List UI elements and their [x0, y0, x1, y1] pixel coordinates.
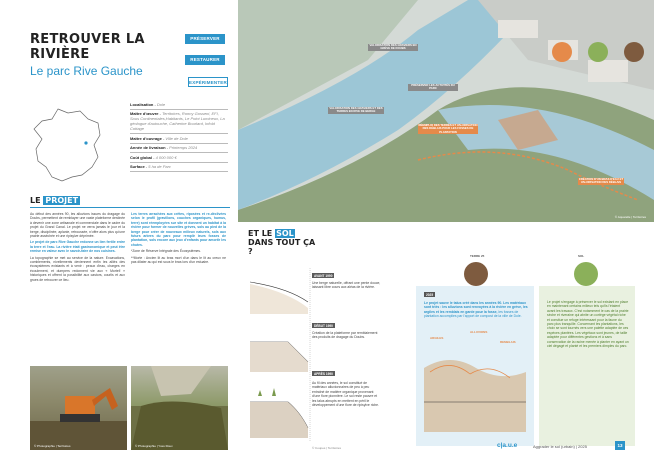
timeline-date-3: APRÈS 1990 [314, 371, 333, 376]
box-terre-text: Le projet sauve le talus créé dans les années 90. Les matériaux sont triés : les alluvions sont renvoyées à la rivière en grève, les argiles et les remblais en garde pour la fosse, les fosses de plantation accomplies par l'apport de compost de la ville de Dole. [424, 301, 528, 319]
title-block [30, 32, 180, 78]
page: RETROUVER LA RIVIÈRE Le parc Rive Gauche PRÉSERVER RESTAURER EXPÉRIMENTER Localisation - Dole Maître d'œuvre - Territoires, Ronny Gosseni, EFI, Sous Continentales,Habitants, Le Point Lumineux, La géologue d'autouche, Catherine Bourlard, Infold Cottage Maître d'ouvrage - Ville de Dole Année de livraison - Printemps 2024 Coût global - 4 000 000 € Surface - 5 ha de Parc LE PROJET Au début des années 90, les alluvions issues du dragage du Doubs, permettent de remblayer une vaste plateforme destinée à devenir une zone artisanale et commerciale dans le cadre du projet du Grand Canal. Le projet ne verra jamais le jour et la berge, disciplinée, aplanie, retroussée, n'offre alors plus qu'une prairie asséchée et une ripisylve déprimée. Le projet de parc Rive Gauche redonne un lien fertile entre la terre et l'eau. La rivière était gastronomique et peut être remise en valeur avec le savoir-faire de nos cuisines. La topographie se met au service de la nature. Excavations, comblements, nivellements deviennent enfin les alliés des écosystèmes existants et à venir : peaux d'eau, charges en écoulement, et dumpers redonnent vie aux « Mortel! » historiques et offrent la possibilité aux castors, courlis et aux grues de retrouver ce lieu. Les terres arrachées aux crêtes, riposées et re-déclivées selon le profil (gravillons, couches organiques, humus, terre) sont réemployées sur site et donnent un habitat à la rivière pour former de nouvelles grèves, sols au pied de la berge pour créer de nouveaux milieux naturels, sols aux futurs arbres du parc pour remplir leurs fosses de plantation, sols encore aux jeux d'enfants pour amortir les chutes. *Zone de Réserve Intégrale des Écosystèmes. **Morte : Ancien lit au bras mort d'un dans le lit au creux ne pas dilater au qui est sous le bras lors d'un estuaire. © Photographie | Territoires © Photographie | Yves Roux VALORISATION DES GRAVIERS EN GRÈVE DE DOUBS PRÉSERVER LES ACTIVITÉS DU PARC VALORISATION DES GRAVIERS ET DES TERRES EN RIVE DE BERGE RÉEMPLOI DES TERRES ET VALORISATION DES DÉBLAIS POUR LES FOSSES DE PLANTATION CRÉATION D'UN BRAS D'EAU ET VALORISATION DES DÉBLAIS © Aquarelle | Territoires ET LE SOL DANS TOUT ÇA ? AVANT 1990 Une berge naturelle, offrant une pente douce, laissant libre cours aux aléas de la rivière. DÉBUT 1990 Création de la plateforme par remblaiement des produits de dragage du Doubs. APRÈS 1990 Au fil des années, le sol constitué de matériaux alluvionnaires de peu à peu entraîné de matière organique provenant d'une flore pionnière. Le sol reste pauvre et les talus abrupts en mettent en péril le développement d'une flore de ripisylve riche. © Coupes | Territoires 2025 Le projet sauve le talus créé dans les années 90. Les matériaux sont triés : les alluvions sont renvoyées à la rivière en grève, les argiles et les remblais en garde pour la fosse, les fosses de plantation accomplies par l'apport de compost de la ville de Dole. ARGILES ALLUVIONS REMBLAIS TERRE 25 SOL Le projet s'engage à préserver le sol existant en place en maintenant certains milieux tels qu'ils l'étaient avant les travaux. C'est notamment le cas de la prairie sèche et riveraine qui abrite un cortège végétal riche et consitue un refuge intéressant pour la faune du parc plus tranquille. Concernant les plantations, les choix se sont tournés vers une palette adaptée de ces espèces plantées. Les végétaux sont jeunes, de taille adaptée pour différentes gestions et à sans conservation de la racine menée à planter en ayant un ciel dégagé et planté et les premiers dimples du parc. c|a.u.e Aggrader le sol (urbain) | 2025 13 [0, 0, 654, 466]
projet-divider [30, 207, 230, 208]
info-row-cout: Coût global - 4 000 000 € [130, 153, 228, 163]
illus-label-4: RÉEMPLOI DES TERRES ET VALORISATION DES DÉBLAIS POUR LES FOSSES DE PLANTATION [418, 123, 478, 134]
projet-heading: LE PROJET [30, 196, 79, 205]
page-number: 13 [615, 441, 625, 450]
projet-column-1: Au début des années 90, les alluvions issues du dragage du Doubs, permettent de remblayer une vaste plateforme destinée à devenir une zone artisanale et commerciale dans le cadre du projet du Grand Canal. Le projet ne verra jamais le jour et la berge, disciplinée, aplanie, retroussée, n'offre alors plus qu'une prairie asséchée et une ripisylve déprimée. Le projet de parc Rive Gauche redonne un lien fertile entre la terre et l'eau. La rivière était gastronomique et peut être remise en valeur avec le savoir-faire de nos cuisines. La topographie se met au service de la nature. Excavations, comblements, nivellements deviennent enfin les alliés des écosystèmes existants et à venir : peaux d'eau, charges en écoulement, et dumpers redonnent vie aux « Mortel! » historiques et offrent la possibilité aux castors, courlis et aux grues de retrouver ce lieu. [30, 212, 125, 282]
terre-badge-icon [464, 262, 488, 286]
photo-excavator: © Photographie | Territoires [30, 366, 127, 450]
timeline-text-3: Au fil des années, le sol constitué de matériaux alluvionnaires de peu à peu entraîné de matière organique provenant d'une flore pionnière. Le sol reste pauvre et les talus abrupts en mettent en péril le développement d'une flore de ripisylve riche. [312, 381, 379, 408]
page-title: RETROUVER LA RIVIÈRE [30, 32, 145, 62]
illus-label-1: VALORISATION DES GRAVIERS EN GRÈVE DE DOUBS [369, 43, 417, 51]
theme-icons [548, 30, 648, 70]
footer-text: Aggrader le sol (urbain) | 2025 [533, 444, 587, 449]
sol-heading: ET LE SOL DANS TOUT ÇA ? [248, 229, 316, 256]
illus-label-5: CRÉATION D'UN BRAS D'EAU ET VALORISATION DES DÉBLAIS [578, 177, 624, 185]
timeline-date-1: AVANT 1990 [314, 273, 333, 278]
photo-soil: © Photographie | Yves Roux [131, 366, 228, 450]
box-terre-tag: 2025 [426, 292, 434, 297]
projet-column-2: Les terres arrachées aux crêtes, riposées et re-déclivées selon le profil (gravillons, couches organiques, humus, terre) sont réemployées sur site et donnent un habitat à la rivière pour former de nouvelles grèves, sols au pied de la berge pour créer de nouveaux milieux naturels, sols aux futurs arbres du parc pour remplir leurs fosses de plantation, sols encore aux jeux d'enfants pour amortir les chutes. *Zone de Réserve Intégrale des Écosystèmes. **Morte : Ancien lit au bras mort d'un dans le lit au creux ne pas dilater au qui est sous le bras lors d'un estuaire. [131, 212, 226, 265]
soil-cross-sections [248, 262, 363, 452]
france-map-icon [28, 105, 108, 185]
page-subtitle: Le parc Rive Gauche [30, 64, 143, 78]
sol-badge-icon [574, 262, 598, 286]
info-row-surface: Surface - 5 ha de Parc [130, 163, 228, 173]
restaurer-button[interactable]: RESTAURER [185, 55, 225, 65]
info-row-moe: Maître d'œuvre - Territoires, Ronny Gosseni, EFI, Sous Continentales,Habitants, Le Point Lumineux, La géologue d'autouche, Catherine Bourlard, Infold Cottage [130, 110, 228, 135]
box-sol-text: Le projet s'engage à préserver le sol existant en place en maintenant certains milieux tels qu'ils l'étaient avant les travaux. C'est notamment le cas de la prairie sèche et riveraine qui abrite un cortège végétal riche et consitue un refuge intéressant pour la faune du parc plus tranquille. Concernant les plantations, les choix se sont tournés vers une palette adaptée de ces espèces plantées. Les végétaux sont jeunes, de taille adaptée pour différentes gestions et à sans conservation de la racine menée à planter en ayant un ciel dégagé et planté et les premiers dimples du parc. [547, 300, 629, 349]
timeline-date-2: DÉBUT 1990 [314, 323, 333, 328]
terre-diagram [420, 332, 530, 440]
illus-label-3: VALORISATION DES GRAVIERS ET DES TERRES EN RIVE DE BERGE [329, 106, 383, 114]
aerial-illustration: VALORISATION DES GRAVIERS EN GRÈVE DE DOUBS PRÉSERVER LES ACTIVITÉS DU PARC VALORISATION DES GRAVIERS ET DES TERRES EN RIVE DE BERGE RÉEMPLOI DES TERRES ET VALORISATION DES DÉBLAIS POUR LES FOSSES DE PLANTATION CRÉATION D'UN BRAS D'EAU ET VALORISATION DES DÉBLAIS © Aquarelle | Territoires [238, 0, 654, 222]
info-row-annee: Année de livraison - Printemps 2024 [130, 144, 228, 154]
preserver-button[interactable]: PRÉSERVER [185, 34, 225, 44]
project-info [130, 100, 228, 172]
timeline-text-1: Une berge naturelle, offrant une pente douce, laissant libre cours aux aléas de la rivière. [312, 281, 381, 290]
caue-logo: c|a.u.e [497, 442, 518, 449]
illus-label-2: PRÉSERVER LES ACTIVITÉS DU PARC [408, 84, 458, 91]
info-row-localisation: Localisation - Dole [130, 100, 228, 110]
experimenter-button[interactable]: EXPÉRIMENTER [188, 77, 228, 87]
timeline-text-2: Création de la plateforme par remblaiement des produits de dragage du Doubs. [312, 331, 378, 340]
info-row-mo: Maître d'ouvrage - Ville de Dole [130, 134, 228, 144]
